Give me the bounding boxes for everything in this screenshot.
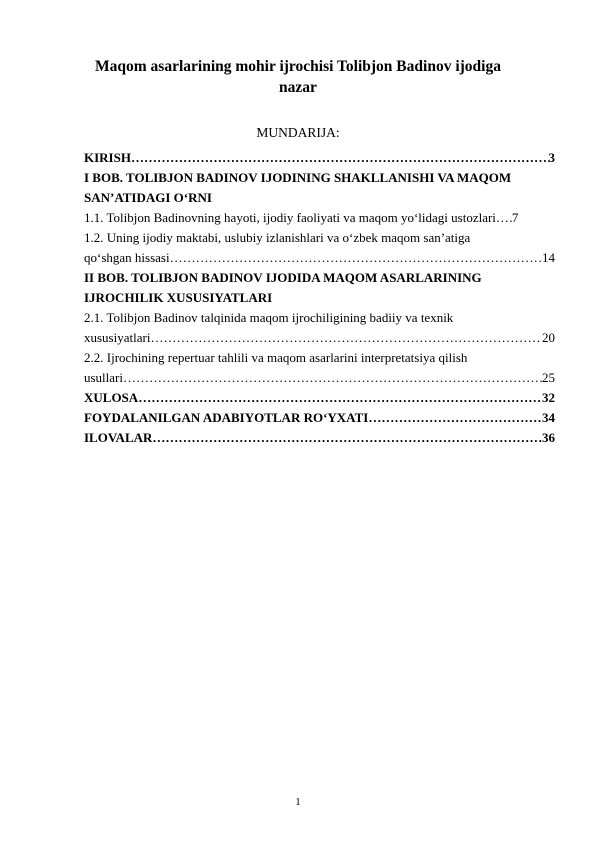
toc-entry-label: KIRISH [84, 150, 131, 165]
toc-entry-2-1-line-1[interactable]: 2.1. Tolibjon Badinov talqinida maqom ijrochiligining badiiy va texnik [84, 310, 454, 325]
toc-leader-dots [150, 328, 542, 348]
toc-chapter-1-line-2[interactable]: SAN’ATIDAGI O‘RNI [84, 190, 212, 205]
toc-entry-kirish[interactable] [84, 148, 555, 168]
toc-entry-label: qo‘shgan hissasi [84, 250, 170, 265]
toc-leader-dots [131, 148, 549, 168]
toc-page-number: 20 [542, 330, 555, 345]
toc-page-number: 14 [542, 250, 555, 265]
toc-entry-ilovalar[interactable] [84, 428, 555, 448]
toc-entry-1-2[interactable] [84, 248, 555, 268]
toc-chapter-1-line-1[interactable]: I BOB. TOLIBJON BADINOV IJODINING SHAKLLANISHI VA MAQOM [84, 170, 512, 185]
table-of-contents [84, 148, 555, 448]
toc-page-number: 34 [542, 410, 555, 425]
toc-leader-dots [496, 208, 512, 228]
toc-page-number: 36 [542, 430, 555, 445]
toc-entry-2-2[interactable] [84, 368, 555, 388]
toc-entry-2-1[interactable] [84, 328, 555, 348]
toc-page-number: 3 [548, 150, 555, 165]
toc-entry-adabiyotlar[interactable] [84, 408, 555, 428]
toc-entry-label: ILOVALAR [84, 430, 153, 445]
document-title: Maqom asarlarining mohir ijrochisi Tolibjon Badinov ijodiga nazar [95, 58, 501, 96]
toc-leader-dots [138, 388, 542, 408]
toc-entry-label: usullari [84, 370, 123, 385]
toc-chapter-2-line-1[interactable]: II BOB. TOLIBJON BADINOV IJODIDA MAQOM ASARLARINING [84, 270, 482, 285]
toc-leader-dots [368, 408, 542, 428]
toc-heading: MUNDARIJA: [256, 125, 340, 140]
toc-entry-xulosa[interactable] [84, 388, 555, 408]
toc-entry-label: FOYDALANILGAN ADABIYOTLAR RO‘YXATI [84, 410, 369, 425]
toc-entry-label: XULOSA [84, 390, 139, 405]
toc-entry-2-2-line-1[interactable]: 2.2. Ijrochining repertuar tahlili va maqom asarlarini interpretatsiya qilish [84, 350, 468, 365]
toc-leader-dots [152, 428, 542, 448]
toc-chapter-2-line-2[interactable]: IJROCHILIK XUSUSIYATLARI [84, 290, 273, 305]
toc-leader-dots [170, 248, 542, 268]
toc-entry-label: 1.1. Tolibjon Badinovning hayoti, ijodiy faoliyati va maqom yo‘lidagi ustozlari [84, 210, 496, 225]
toc-entry-label: xususiyatlari [84, 330, 151, 345]
toc-entry-1-2-line-1[interactable]: 1.2. Uning ijodiy maktabi, uslubiy izlanishlari va o‘zbek maqom san’atiga [84, 230, 471, 245]
toc-leader-dots [123, 368, 542, 388]
toc-page-number: 25 [542, 370, 555, 385]
page-number: 1 [295, 796, 301, 808]
toc-page-number: 7 [511, 210, 519, 225]
toc-page-number: 32 [542, 390, 555, 405]
toc-entry-1-1[interactable] [84, 208, 555, 228]
